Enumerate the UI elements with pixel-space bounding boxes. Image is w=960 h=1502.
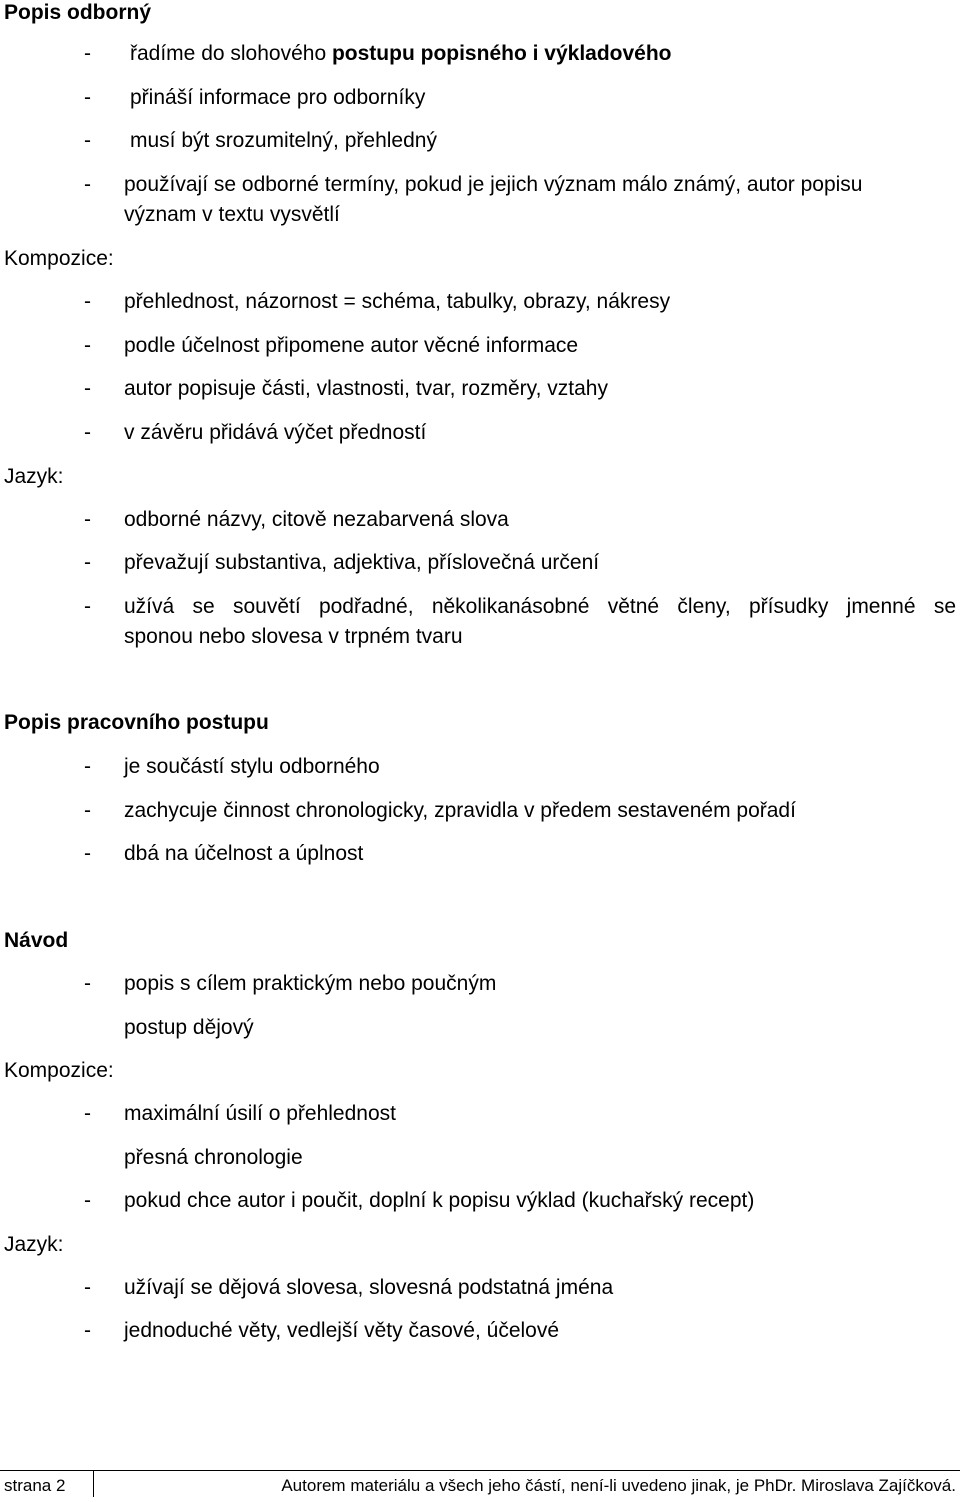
jazyk-label: Jazyk:	[4, 1233, 64, 1256]
list-item-text: v závěru přidává výčet předností	[124, 421, 427, 444]
bullet-dash: -	[84, 129, 91, 152]
list-item-text: podle účelnost připomene autor věcné informace	[124, 334, 579, 357]
list-item-text: autor popisuje části, vlastnosti, tvar, rozměry, vztahy	[124, 377, 608, 400]
list-item-text: užívají se dějová slovesa, slovesná podstatná jména	[124, 1276, 614, 1299]
kompozice-label: Kompozice:	[4, 1059, 114, 1082]
bullet-dash: -	[84, 595, 91, 618]
bullet-dash: -	[84, 755, 91, 778]
list-item-text: je součástí stylu odborného	[124, 755, 380, 778]
bullet-dash: -	[84, 1319, 91, 1342]
item-bold-text: postupu popisného i výkladového	[331, 42, 672, 65]
list-item-text: používají se odborné termíny, pokud je jejich význam málo známý, autor popisu	[124, 173, 863, 196]
bullet-dash: -	[84, 290, 91, 313]
list-item-text-continued: význam v textu vysvětlí	[124, 203, 340, 226]
footer-author-note: Autorem materiálu a všech jeho částí, není-li uvedeno jinak, je PhDr. Miroslava Zajíčková.	[281, 1476, 956, 1495]
bullet-dash: -	[84, 1102, 91, 1125]
bullet-dash: -	[84, 334, 91, 357]
bullet-dash: -	[84, 173, 91, 196]
item-text: řadíme do slohového	[130, 42, 332, 65]
list-item-text	[130, 41, 672, 67]
list-item-text: odborné názvy, citově nezabarvená slova	[124, 508, 509, 531]
list-item-text: popis s cílem praktickým nebo poučným	[124, 972, 497, 995]
section-title-navod: Návod	[4, 929, 69, 952]
list-item-text: pokud chce autor i poučit, doplní k popisu výklad (kuchařský recept)	[124, 1189, 755, 1212]
bullet-dash: -	[84, 551, 91, 574]
page-number: strana 2	[4, 1476, 66, 1495]
list-item-text-continued: přesná chronologie	[124, 1146, 303, 1169]
list-item-text-continued: postup dějový	[124, 1016, 254, 1039]
bullet-dash: -	[84, 42, 91, 65]
list-item-text: zachycuje činnost chronologicky, zpravidla v předem sestaveném pořadí	[124, 799, 796, 822]
jazyk-label: Jazyk:	[4, 465, 64, 488]
list-item-text: užívá se souvětí podřadné, několikanásobné větné členy, přísudky jmenné se	[124, 595, 956, 618]
footer-divider	[93, 1471, 94, 1497]
list-item-text: přináší informace pro odborníky	[130, 86, 426, 109]
list-item-text-continued: sponou nebo slovesa v trpném tvaru	[124, 625, 463, 648]
list-item-text: převažují substantiva, adjektiva, příslovečná určení	[124, 551, 600, 574]
list-item-text: maximální úsilí o přehlednost	[124, 1102, 396, 1125]
bullet-dash: -	[84, 86, 91, 109]
section-title-popis-pracovniho-postupu: Popis pracovního postupu	[4, 711, 269, 734]
bullet-dash: -	[84, 421, 91, 444]
list-item-text: dbá na účelnost a úplnost	[124, 842, 364, 865]
bullet-dash: -	[84, 842, 91, 865]
bullet-dash: -	[84, 799, 91, 822]
section-title-popis-odborny: Popis odborný	[4, 1, 151, 24]
bullet-dash: -	[84, 1276, 91, 1299]
bullet-dash: -	[84, 377, 91, 400]
bullet-dash: -	[84, 508, 91, 531]
bullet-dash: -	[84, 972, 91, 995]
list-item-text: jednoduché věty, vedlejší věty časové, účelové	[124, 1319, 560, 1342]
bullet-dash: -	[84, 1189, 91, 1212]
list-item-text: přehlednost, názornost = schéma, tabulky, obrazy, nákresy	[124, 290, 671, 313]
page-footer	[0, 1470, 960, 1502]
kompozice-label: Kompozice:	[4, 247, 114, 270]
list-item-text: musí být srozumitelný, přehledný	[130, 129, 437, 152]
